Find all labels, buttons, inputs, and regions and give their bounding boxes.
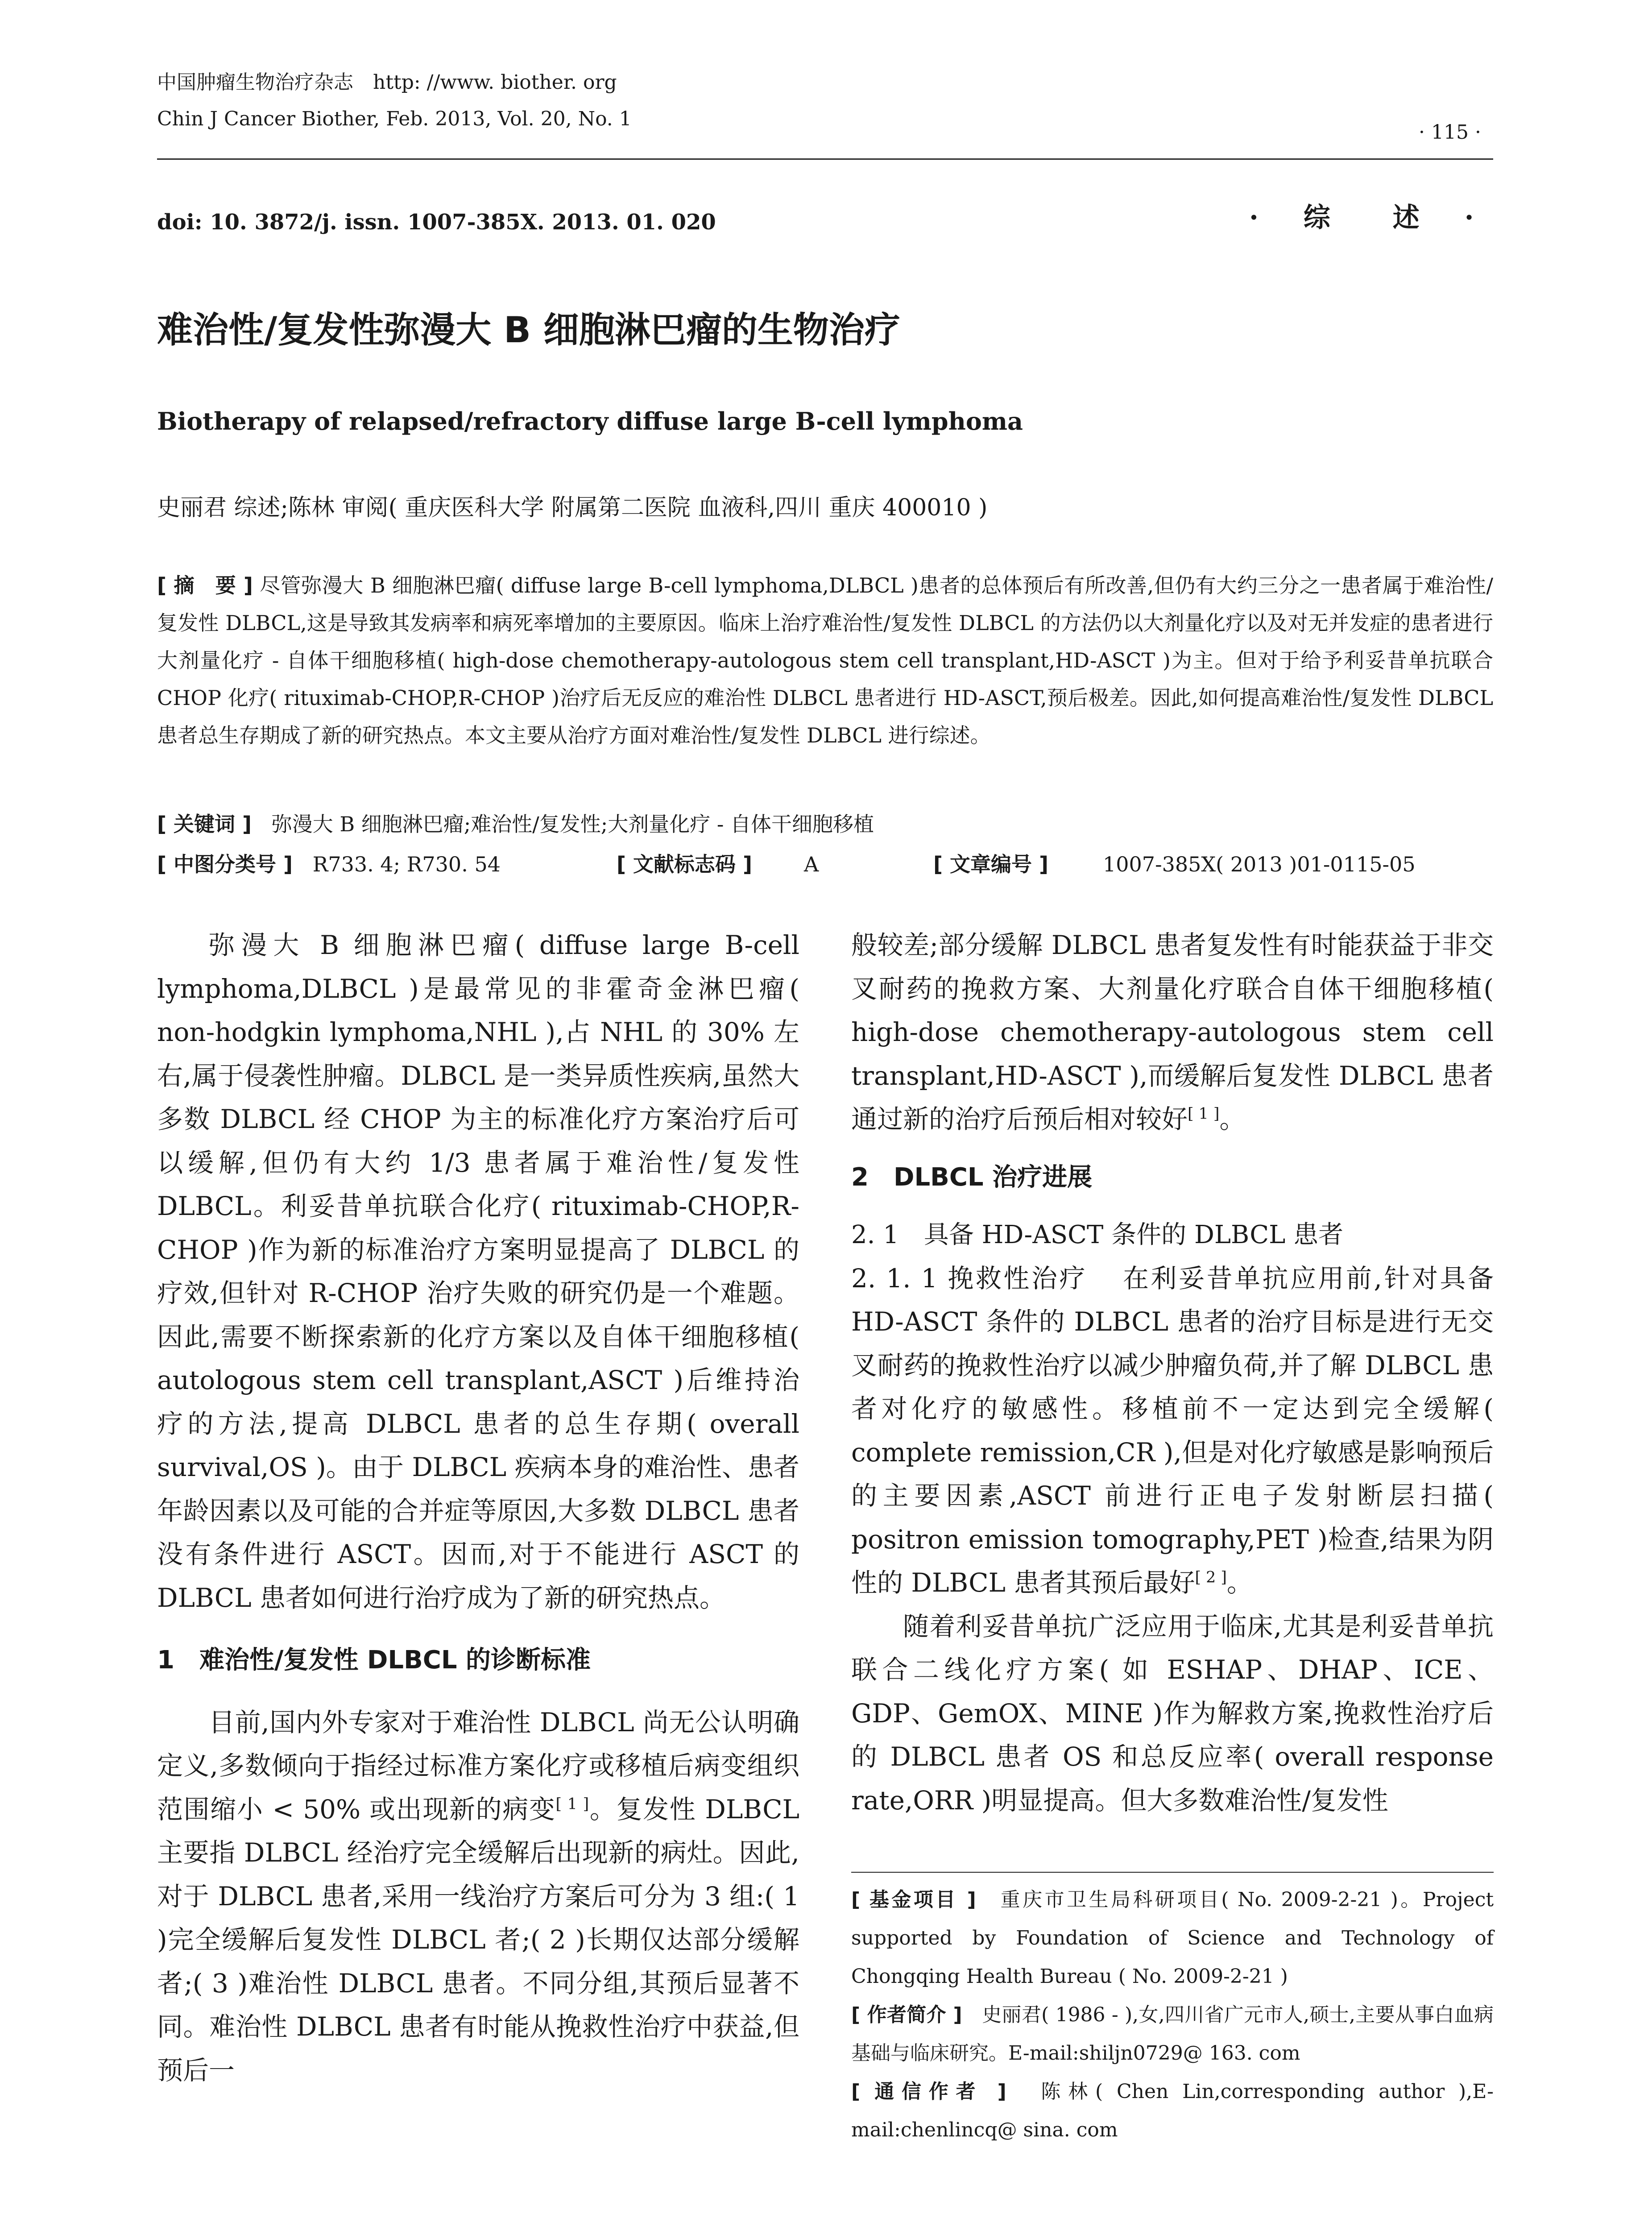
keywords-label: [ 关键词 ] — [157, 812, 252, 836]
left-column — [157, 924, 799, 2092]
funding-note — [851, 1881, 1494, 1996]
journal-title-cn: 中国肿瘤生物治疗杂志 http: //www. biother. org — [157, 71, 617, 94]
funding-text: 重庆市卫生局科研项目( No. 2009-2-21 )。Project supported by Foundation of Science and Technology of Chongqing Health Bureau ( No. 2009-2-21 ) — [851, 1888, 1494, 1988]
authors: 史丽君 综述;陈林 审阅( 重庆医科大学 附属第二医院 血液科,四川 重庆 400010 ) — [157, 494, 988, 521]
section-2-1-heading: 2. 1 具备 HD-ASCT 条件的 DLBCL 患者 — [851, 1220, 1344, 1249]
salvage-text-a: 在利妥昔单抗应用前,针对具备 HD-ASCT 条件的 DLBCL 患者的治疗目标是进行无交叉耐药的挽救性治疗以减少肿瘤负荷,并了解 DLBCL 患者对化疗的敏感性。移植前不一定达到完全缓解( complete remission,CR ),但是对化疗敏感是影响预后的主要因素,ASCT 前进行正电子发射断层扫描( positron emission tomography,PET )检查,结果为阴性的 DLBCL 患者其预后最好 — [851, 1263, 1494, 1598]
section-tag: · 综 述 · — [1249, 202, 1492, 233]
citation-2[interactable]: [ 2 ] — [1195, 1568, 1227, 1587]
section-1-heading: 1 难治性/复发性 DLBCL 的诊断标准 — [157, 1646, 591, 1675]
abstract — [157, 567, 1493, 754]
diagnosis-text-b: 。复发性 DLBCL 主要指 DLBCL 经治疗完全缓解后出现新的病灶。因此,对于 DLBCL 患者,采用一线治疗方案后可分为 3 组:( 1 )完全缓解后复发性 DLBCL 者;( 2 )长期仅达部分缓解者;( 3 )难治性 DLBCL 患者。不同分组,其预后显著不同。难治性 DLBCL 患者有时能从挽救性治疗中获益,但预后一 — [157, 1794, 800, 2086]
footnote-rule — [851, 1872, 1494, 1873]
section-2-heading: 2 DLBCL 治疗进展 — [851, 1162, 1093, 1192]
article-number-label: [ 文章编号 ] — [933, 852, 1049, 876]
doc-code-value: A — [804, 852, 819, 876]
citation-1b[interactable]: [ 1 ] — [1188, 1105, 1220, 1123]
article-number-value: 1007-385X( 2013 )01-0115-05 — [1103, 852, 1416, 876]
right-column — [851, 924, 1494, 1822]
rituximab-paragraph: 随着利妥昔单抗广泛应用于临床,尤其是利妥昔单抗联合二线化疗方案( 如 ESHAP、DHAP、ICE、GDP、GemOX、MINE )作为解救方案,挽救性治疗后的 DLBCL 患者 OS 和总反应率( overall response rate,ORR )明显提高。但大多数难治性/复发性 — [851, 1611, 1494, 1816]
abstract-text: 尽管弥漫大 B 细胞淋巴瘤( diffuse large B-cell lymphoma,DLBCL )患者的总体预后有所改善,但仍有大约三分之一患者属于难治性/复发性 DLBCL,这是导致其发病率和病死率增加的主要原因。临床上治疗难治性/复发性 DLBCL 的方法仍以大剂量化疗以及对无并发症的患者进行大剂量化疗 - 自体干细胞移植( high-dose chemotherapy-autologous stem cell transplant,HD-ASCT )为主。但对于给予利妥昔单抗联合 CHOP 化疗( rituximab-CHOP,R-CHOP )治疗后无反应的难治性 DLBCL 患者进行 HD-ASCT,预后极差。因此,如何提高难治性/复发性 DLBCL 患者总生存期成了新的研究热点。本文主要从治疗方面对难治性/复发性 DLBCL 进行综述。 — [157, 573, 1494, 747]
author-bio-text: 史丽君( 1986 - ),女,四川省广元市人,硕士,主要从事白血病基础与临床研究。E-mail:shiljn0729@ 163. com — [851, 2003, 1494, 2065]
doi: doi: 10. 3872/j. issn. 1007-385X. 2013. 01. 020 — [157, 210, 716, 235]
intro-paragraph: 弥漫大 B 细胞淋巴瘤( diffuse large B-cell lymphoma,DLBCL )是最常见的非霍奇金淋巴瘤( non-hodgkin lymphoma,NHL ),占 NHL 的 30% 左右,属于侵袭性肿瘤。DLBCL 是一类异质性疾病,虽然大多数 DLBCL 经 CHOP 为主的标准化疗方案治疗后可以缓解,但仍有大约 1/3 患者属于难治性/复发性 DLBCL。利妥昔单抗联合化疗( rituximab-CHOP,R-CHOP )作为新的标准治疗方案明显提高了 DLBCL 的疗效,但针对 R-CHOP 治疗失败的研究仍是一个难题。因此,需要不断探索新的化疗方案以及自体干细胞移植( autologous stem cell transplant,ASCT )后维持治疗的方法,提高 DLBCL 患者的总生存期( overall survival,OS )。由于 DLBCL 疾病本身的难治性、患者年龄因素以及可能的合并症等原因,大多数 DLBCL 患者没有条件进行 ASCT。因而,对于不能进行 ASCT 的 DLBCL 患者如何进行治疗成为了新的研究热点。 — [157, 930, 799, 1613]
keywords — [157, 805, 1493, 843]
footnotes — [851, 1881, 1494, 2149]
continued-text-b: 。 — [1219, 1104, 1246, 1134]
corresponding-author-note — [851, 2073, 1494, 2149]
citation-1[interactable]: [ 1 ] — [555, 1795, 589, 1813]
salvage-paragraph — [851, 1257, 1494, 1605]
section-2-1-1-heading: 2. 1. 1 挽救性治疗 — [851, 1263, 1087, 1294]
journal-issue-en: Chin J Cancer Biother, Feb. 2013, Vol. 20, No. 1 — [157, 108, 632, 130]
page-number: · 115 · — [1419, 121, 1481, 144]
abstract-label: [ 摘 要 ] — [157, 573, 253, 597]
header-rule — [157, 158, 1493, 160]
corresponding-author-text: 陈林( Chen Lin,corresponding author ),E-mail:chenlincq@ sina. com — [851, 2080, 1494, 2141]
salvage-text-b: 。 — [1226, 1568, 1253, 1598]
article-title-cn: 难治性/复发性弥漫大 B 细胞淋巴瘤的生物治疗 — [157, 309, 900, 351]
author-bio-note — [851, 1996, 1494, 2073]
article-title-en: Biotherapy of relapsed/refractory diffuse large B-cell lymphoma — [157, 407, 1023, 435]
author-bio-label: [ 作者简介 ] — [851, 2003, 962, 2026]
classification-row — [157, 846, 1493, 883]
keywords-text: 弥漫大 B 细胞淋巴瘤;难治性/复发性;大剂量化疗 - 自体干细胞移植 — [271, 812, 874, 836]
diagnosis-text-a: 目前,国内外专家对于难治性 DLBCL 尚无公认明确定义,多数倾向于指经过标准方案化疗或移植后病变组织范围缩小 < 50% 或出现新的病变 — [157, 1707, 799, 1825]
corresponding-author-label: [ 通信作者 ] — [851, 2080, 1006, 2103]
doc-code-label: [ 文献标志码 ] — [617, 852, 753, 876]
clc-value: R733. 4; R730. 54 — [312, 852, 501, 876]
continued-paragraph — [851, 924, 1494, 1141]
clc-label: [ 中图分类号 ] — [157, 852, 293, 876]
diagnosis-paragraph — [157, 1701, 799, 2093]
continued-text-a: 般较差;部分缓解 DLBCL 患者复发性有时能获益于非交叉耐药的挽救方案、大剂量化疗联合自体干细胞移植( high-dose chemotherapy-autologous stem cell transplant,HD-ASCT ),而缓解后复发性 DLBCL 患者通过新的治疗后预后相对较好 — [851, 930, 1494, 1134]
funding-label: [ 基金项目 ] — [851, 1888, 976, 1911]
